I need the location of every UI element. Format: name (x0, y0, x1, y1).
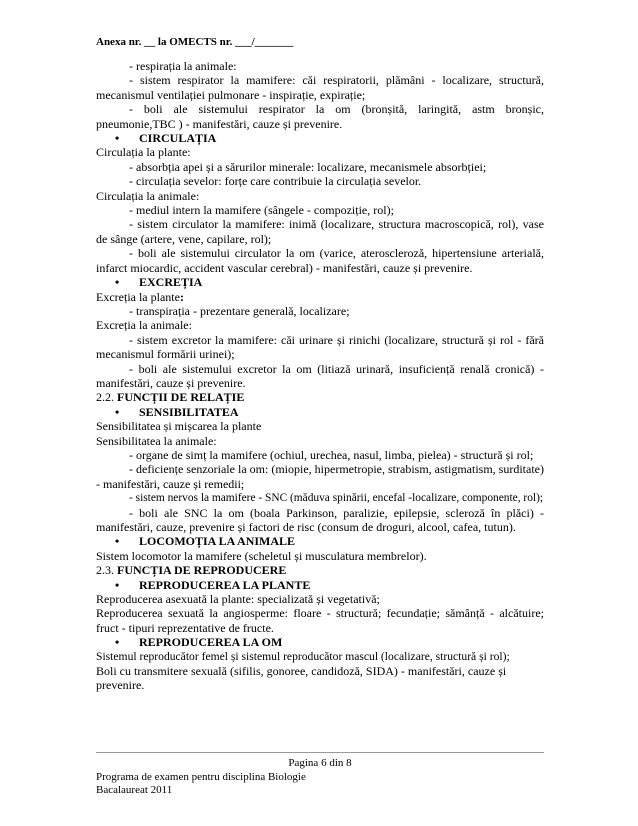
section-title: LOCOMOȚIA LA ANIMALE (139, 534, 296, 549)
subsection-label-colon: : (179, 289, 184, 304)
text-paragraph: - sistem respirator la mamifere: căi respiratorii, plămâni - localizare, structură, mecanismul ventilației pulmonare - inspirație, expirație; (96, 73, 544, 102)
footer-line: Programa de examen pentru disciplina Biologie (96, 771, 306, 783)
text-paragraph: - boli ale sistemului respirator la om (bronșită, laringită, astm bronșic, pneumonie,TBC ) - manifestări, cauze și prevenire. (96, 102, 544, 131)
text-paragraph: - boli ale SNC la om (boala Parkinson, paralizie, epilepsie, scleroză în plăci) - manifestări, cauze, prevenire și factori de risc (consum de droguri, alcool, cafea, tutun). (96, 505, 544, 534)
text-paragraph: - sistem circulator la mamifere: inimă (localizare, structura macroscopică, rol), vase de sânge (artere, vene, capilare, rol); (96, 217, 544, 246)
section-heading (96, 275, 544, 289)
text-line: - transpirația - prezentare generală, localizare; (129, 303, 350, 318)
subsection-label-text: Excreția la plante (96, 289, 180, 304)
text-line: Reproducerea asexuată la plante: specializată și vegetativă; (96, 592, 380, 607)
chapter-heading (96, 390, 544, 404)
footer-line: Bacalaureat 2011 (96, 784, 173, 796)
text-line: - circulația sevelor: forțe care contribuie la circulația sevelor. (129, 174, 422, 189)
text-line: - organe de simț la mamifere (ochiul, urechea, nasul, limba, pielea) - structură și rol; (129, 447, 534, 462)
subsection-label: Sensibilitatea la animale: (96, 433, 217, 448)
text-paragraph: - boli ale sistemului excretor la om (litiază urinară, insuficiență renală cronică) - manifestări, cauze și prevenire. (96, 361, 544, 390)
section-heading (96, 131, 544, 145)
footer-divider (96, 752, 544, 753)
section-title: REPRODUCEREA LA PLANTE (139, 577, 311, 592)
text-paragraph: - sistem excretor la mamifere: căi urinare și rinichi (localizare, structură și rol - fără mecanismul formării urinei); (96, 332, 544, 362)
bullet-icon: • (115, 131, 120, 146)
bullet-icon: • (115, 577, 120, 592)
text-line: - respirația la animale: (129, 59, 237, 73)
section-title: EXCREȚIA (139, 275, 203, 290)
text-paragraph: - boli ale sistemului circulator la om (varice, ateroscleroză, hipertensiune arterială, infarct miocardic, accident vascular cerebral) - manifestări, cauze și prevenire. (96, 246, 544, 275)
section-heading (96, 534, 544, 548)
text-paragraph: - deficiențe senzoriale la om: (miopie, hipermetropie, strabism, astigmatism, surditate) - manifestări, cauze și remedii; (96, 462, 544, 491)
bullet-icon: • (115, 275, 120, 290)
chapter-title: FUNCȚIA DE REPRODUCERE (117, 563, 287, 578)
bullet-icon: • (115, 534, 120, 549)
chapter-title: FUNCȚII DE RELAȚIE (117, 390, 245, 405)
section-title: CIRCULAȚIA (139, 131, 217, 146)
text-line: - absorbția apei și a sărurilor minerale: localizare, mecanismele absorbției; (129, 159, 487, 174)
page-number: Pagina 6 din 8 (288, 757, 352, 769)
text-line: Sistemul reproducător femel și sistemul reproducător mascul (localizare, structură și rol); (96, 649, 510, 663)
text-line: Sistem locomotor la mamifere (scheletul și musculatura membrelor). (96, 548, 427, 563)
document-body (96, 59, 544, 693)
text-line: - sistem nervos la mamifere - SNC (măduva spinării, encefal -localizare, componente, rol); (129, 492, 544, 505)
chapter-number: 2.3. (96, 563, 117, 578)
section-heading (96, 635, 544, 649)
chapter-number: 2.2. (96, 390, 117, 405)
subsection-label (96, 290, 544, 304)
chapter-heading (96, 563, 544, 577)
subsection-label: Sensibilitatea și mișcarea la plante (96, 419, 262, 434)
page-footer (96, 771, 306, 797)
subsection-label: Circulația la animale: (96, 188, 200, 203)
bullet-icon: • (115, 404, 120, 419)
section-title: REPRODUCEREA LA OM (139, 635, 283, 650)
bullet-icon: • (115, 635, 120, 650)
text-line: - mediul intern la mamifere (sângele - compoziție, rol); (129, 203, 394, 218)
section-heading (96, 405, 544, 419)
subsection-label: Circulația la plante: (96, 145, 191, 160)
annex-header: Anexa nr. __ la OMECTS nr. ___/_______ (96, 36, 294, 48)
section-heading (96, 578, 544, 592)
text-line: Boli cu transmitere sexuală (sifilis, gonoree, candidoză, SIDA) - manifestări, cauze și prevenire. (96, 664, 507, 693)
section-title: SENSIBILITATEA (139, 404, 239, 419)
subsection-label: Excreția la animale: (96, 318, 192, 333)
text-paragraph: Reproducerea sexuată la angiosperme: floare - structură; fecundație; sămânță - alcătuire; fruct - tipuri reprezentative de fructe. (96, 606, 544, 635)
